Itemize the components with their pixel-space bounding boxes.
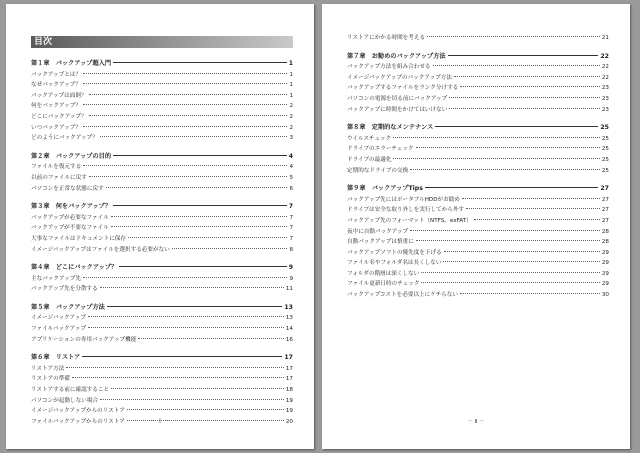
entry-title: アプリケーションの専用バックアップ機能 <box>31 336 137 343</box>
entry-title: リストア方法 <box>31 365 65 372</box>
entry-title: 自動バックアップは慎重に <box>347 239 414 246</box>
toc-entry[interactable] <box>347 83 609 94</box>
toc-entry[interactable] <box>31 162 293 173</box>
leader-line <box>82 356 282 357</box>
toc-entry[interactable] <box>31 112 293 123</box>
page-number: 7 <box>288 203 293 211</box>
entry-title: バックアップ先にはポータブルHDDがお勧め <box>347 196 460 203</box>
chapter-spacer <box>31 295 293 303</box>
toc-entry[interactable] <box>347 237 609 248</box>
dot-leader <box>111 226 288 227</box>
page-number: 17 <box>284 354 293 362</box>
chapter-title: 第６章 リストア <box>31 354 81 362</box>
page-number: 29 <box>601 281 609 288</box>
entry-title: 夜中に自動バックアップ <box>347 228 409 235</box>
dot-leader <box>128 237 287 238</box>
chapter-title: 第８章 定期的なメンテナンス <box>347 124 434 132</box>
dot-leader <box>443 261 599 262</box>
page-number: 4 <box>289 164 293 171</box>
dot-leader <box>100 399 284 400</box>
toc-entry[interactable] <box>31 385 293 396</box>
entry-title: バックアップソフトの優先度を下げる <box>347 249 442 256</box>
dot-leader <box>100 136 288 137</box>
leader-line <box>425 187 598 188</box>
entry-title: バックアップ先のフォーマット（NTFS、exFAT） <box>347 217 472 224</box>
chapter-title: 第３章 何をバックアップ？ <box>31 203 112 211</box>
toc-entry[interactable] <box>31 324 293 335</box>
toc-chapter-entry[interactable] <box>31 59 293 70</box>
toc-entry[interactable] <box>31 133 293 144</box>
page-number: 2 <box>289 103 293 110</box>
page-number: 27 <box>601 217 609 224</box>
toc-chapter-entry[interactable] <box>31 303 293 314</box>
toc-page-1 <box>6 4 314 449</box>
dot-leader <box>393 137 600 138</box>
toc-entry[interactable] <box>347 166 609 177</box>
page-number: 23 <box>601 85 609 92</box>
page-number: 1 <box>289 92 293 99</box>
page-number: 2 <box>289 113 293 120</box>
chapter-spacer <box>31 194 293 202</box>
toc-entry[interactable] <box>347 248 609 259</box>
entry-title: ウイルスチェック <box>347 135 392 142</box>
dot-leader <box>444 251 600 252</box>
page-number: 23 <box>601 95 609 102</box>
entry-title: どこにバックアップ？ <box>31 113 87 120</box>
page-number: 1 <box>288 60 293 67</box>
entry-title: バックアップが必要なファイル <box>31 214 109 221</box>
page-number: 19 <box>285 408 293 415</box>
chapter-title: 第４章 どこにバックアップ？ <box>31 264 118 272</box>
toc-entry[interactable] <box>347 73 609 84</box>
entry-title: ファイル名やフォルダ名は長くしない <box>347 260 442 267</box>
page-number: 22 <box>601 64 609 71</box>
dot-leader <box>88 316 284 317</box>
leader-line <box>113 62 287 63</box>
toc-entry[interactable] <box>31 91 293 102</box>
toc-entry[interactable] <box>347 269 609 280</box>
dot-leader <box>454 76 600 77</box>
chapter-title: 第９章 バックアップTips <box>347 185 423 193</box>
toc-entry[interactable] <box>347 62 609 73</box>
toc-chapter-entry[interactable] <box>347 184 609 195</box>
leader-line <box>113 205 287 206</box>
dot-leader <box>474 219 600 220</box>
chapter-title: 第２章 バックアップの目的 <box>31 152 112 160</box>
dot-leader <box>416 240 600 241</box>
toc-entry[interactable] <box>347 227 609 238</box>
page-number: 27 <box>600 185 609 193</box>
page-number: 19 <box>285 397 293 404</box>
chapter-spacer <box>347 176 609 184</box>
toc-entry[interactable] <box>31 313 293 324</box>
toc-entry[interactable] <box>31 70 293 81</box>
leader-line <box>107 306 283 307</box>
toc-chapter-entry[interactable] <box>31 263 293 274</box>
dot-leader <box>89 115 288 116</box>
page-number: 20 <box>285 418 293 425</box>
leader-line <box>448 55 599 56</box>
page-number: 29 <box>601 249 609 256</box>
toc-entry[interactable] <box>31 101 293 112</box>
entry-title: パソコンの電源を切る前にバックアップ <box>347 95 448 102</box>
page-number: 27 <box>601 196 609 203</box>
toc-entry[interactable] <box>347 205 609 216</box>
entry-title: ドライブのエラーチェック <box>347 146 414 153</box>
page-number: 28 <box>601 228 609 235</box>
dot-leader <box>416 147 600 148</box>
page-number: 22 <box>601 74 609 81</box>
page-number-footer: － Ⅱ － <box>467 419 485 425</box>
dot-leader <box>172 248 288 249</box>
entry-title: ドライブの最適化 <box>347 156 392 163</box>
entry-title: フォルダの階層は深くしない <box>347 270 420 277</box>
page-number: 18 <box>285 387 293 394</box>
dot-leader <box>410 169 600 170</box>
toc-entry[interactable] <box>31 274 293 285</box>
toc-entry[interactable] <box>347 144 609 155</box>
dot-leader <box>83 73 287 74</box>
toc-heading: 目次 <box>31 36 293 48</box>
page-number: 25 <box>601 167 609 174</box>
toc-entry[interactable] <box>31 284 293 295</box>
dot-leader <box>89 176 288 177</box>
dot-leader <box>83 165 287 166</box>
toc-entry[interactable] <box>31 80 293 91</box>
entry-title: 主なバックアップ先 <box>31 275 81 282</box>
chapter-spacer <box>347 115 609 123</box>
toc-entry[interactable] <box>31 406 293 417</box>
page-number: 5 <box>289 174 293 181</box>
entry-title: イメージバックアップ <box>31 315 86 322</box>
entry-title: 以前のファイルに戻す <box>31 174 87 181</box>
leader-line <box>113 155 287 156</box>
toc-entry[interactable] <box>31 364 293 375</box>
entry-title: パソコンが起動しない場合 <box>31 397 99 404</box>
page-number: 17 <box>285 376 293 383</box>
page-number: 29 <box>601 260 609 267</box>
entry-title: バックアップコストを必要以上にケチらない <box>347 292 458 299</box>
toc-chapter-entry[interactable] <box>31 202 293 213</box>
toc-entry[interactable] <box>347 195 609 206</box>
dot-leader <box>393 158 599 159</box>
dot-leader <box>462 198 600 199</box>
page-number: 2 <box>289 124 293 131</box>
dot-leader <box>100 287 284 288</box>
entry-title: 定期的なドライブの交換 <box>347 167 409 174</box>
page-number: 13 <box>284 303 293 311</box>
toc-entry[interactable] <box>347 258 609 269</box>
entry-title: バックアップは面倒？ <box>31 92 87 99</box>
entry-title: バックアップするファイルをランク分けする <box>347 85 459 92</box>
dot-leader <box>460 293 600 294</box>
dot-leader <box>421 282 599 283</box>
toc-entry[interactable] <box>31 234 293 245</box>
page-number: 7 <box>289 225 293 232</box>
chapter-spacer <box>347 44 609 52</box>
chapter-title: 第５章 バックアップ方法 <box>31 303 105 311</box>
dot-leader <box>433 65 600 66</box>
page-number: 4 <box>288 152 293 160</box>
entry-title: 何をバックアップ？ <box>31 103 81 110</box>
entry-title: バックアップに時間をかけてはいけない <box>347 106 448 113</box>
page-number: 29 <box>601 270 609 277</box>
page-number: 25 <box>601 135 609 142</box>
entry-title: ファイル更新日時のチェック <box>347 281 420 288</box>
page-number: 9 <box>289 275 293 282</box>
page-number: 1 <box>289 82 293 89</box>
dot-leader <box>449 97 600 98</box>
dot-leader <box>410 230 600 231</box>
toc-list <box>347 33 609 301</box>
leader-line <box>435 126 598 127</box>
page-number: 11 <box>285 286 293 293</box>
page-number: 25 <box>600 124 609 132</box>
dot-leader <box>83 104 287 105</box>
toc-entry[interactable] <box>31 335 293 346</box>
entry-title: バックアップとは？ <box>31 71 81 78</box>
toc-entry[interactable] <box>31 245 293 256</box>
toc-entry[interactable] <box>31 396 293 407</box>
dot-leader <box>66 367 284 368</box>
entry-title: なぜバックアップ？ <box>31 82 81 89</box>
chapter-title: 第７章 お勧めのバックアップ方法 <box>347 52 446 60</box>
page-number: 23 <box>601 106 609 113</box>
entry-title: ファイルを復元する <box>31 164 82 171</box>
page-number: 28 <box>601 239 609 246</box>
page-number: 27 <box>601 207 609 214</box>
page-number: 7 <box>289 214 293 221</box>
toc-entry[interactable] <box>347 105 609 116</box>
entry-title: 大事なファイルはドキュメントに保存 <box>31 235 126 242</box>
page-number: 17 <box>285 365 293 372</box>
entry-title: イメージバックアップからのリストア <box>31 408 125 415</box>
toc-entry[interactable] <box>347 134 609 145</box>
dot-leader <box>106 187 288 188</box>
toc-entry[interactable] <box>31 184 293 195</box>
entry-title: イメージバックアップのバックアップ方法 <box>347 74 452 81</box>
page-number: 7 <box>289 235 293 242</box>
toc-entry[interactable] <box>31 123 293 134</box>
toc-entry[interactable] <box>31 223 293 234</box>
toc-page-2 <box>322 4 630 449</box>
toc-chapter-entry[interactable] <box>347 123 609 134</box>
page-number-footer: － Ｉ － <box>150 419 170 425</box>
page-number: 22 <box>600 52 609 60</box>
dot-leader <box>421 272 600 273</box>
chapter-spacer <box>31 345 293 353</box>
dot-leader <box>83 277 287 278</box>
page-number: 21 <box>601 35 609 41</box>
entry-title: いつバックアップ？ <box>31 124 81 131</box>
entry-title: イメージバックアップはファイルを選択する必要がない <box>31 246 170 253</box>
dot-leader <box>111 388 284 389</box>
chapter-spacer <box>31 255 293 263</box>
toc-chapter-entry[interactable] <box>31 353 293 364</box>
dot-leader <box>466 208 600 209</box>
entry-title: リストアする前に確認すること <box>31 387 110 394</box>
page-number: 9 <box>288 264 293 272</box>
entry-title: バックアップ方法を組み合わせる <box>347 64 431 71</box>
page-number: 25 <box>601 146 609 153</box>
page-number: 14 <box>285 326 293 333</box>
dot-leader <box>449 108 600 109</box>
dot-leader <box>111 216 288 217</box>
dot-leader <box>83 83 287 84</box>
page-number: 16 <box>285 336 293 343</box>
toc-chapter-entry[interactable] <box>347 52 609 63</box>
toc-entry[interactable] <box>31 173 293 184</box>
entry-title: どのようにバックアップ？ <box>31 135 98 142</box>
entry-title: ファイルバックアップからのリストア <box>31 418 125 425</box>
leader-line <box>119 266 286 267</box>
dot-leader <box>427 36 600 37</box>
toc-chapter-entry[interactable] <box>31 152 293 163</box>
toc-entry[interactable] <box>347 155 609 166</box>
dot-leader <box>460 86 600 87</box>
entry-title: リストアの準備 <box>31 376 70 383</box>
page-number: 8 <box>289 246 293 253</box>
entry-title: パソコンを正常な状態に戻す <box>31 185 104 192</box>
toc-entry[interactable] <box>347 290 609 301</box>
page-number: 25 <box>601 156 609 163</box>
page-number: 13 <box>285 315 293 322</box>
dot-leader <box>89 94 288 95</box>
entry-title: リストアにかかる時間を考える <box>347 35 426 41</box>
chapter-spacer <box>31 144 293 152</box>
entry-title: バックアップが不要なファイル <box>31 225 109 232</box>
toc-entry[interactable] <box>31 374 293 385</box>
toc-list <box>31 59 293 427</box>
entry-title: バックアップ先を分散する <box>31 286 98 293</box>
dot-leader <box>83 126 287 127</box>
toc-entry[interactable] <box>347 94 609 105</box>
toc-entry[interactable] <box>347 33 609 44</box>
entry-title: ドライブは安全な取り外しを実行してから外す <box>347 207 465 214</box>
dot-leader <box>88 327 284 328</box>
page-number: 1 <box>289 71 293 78</box>
dot-leader <box>138 338 284 339</box>
toc-entry[interactable] <box>347 216 609 227</box>
toc-entry[interactable] <box>347 279 609 290</box>
page-number: 30 <box>601 292 609 299</box>
dot-leader <box>72 377 284 378</box>
entry-title: ファイルバックアップ <box>31 326 87 333</box>
page-number: 6 <box>289 185 293 192</box>
page-number: 3 <box>289 135 293 142</box>
dot-leader <box>127 409 284 410</box>
chapter-title: 第１章 バックアップ超入門 <box>31 60 112 67</box>
toc-entry[interactable] <box>31 213 293 224</box>
